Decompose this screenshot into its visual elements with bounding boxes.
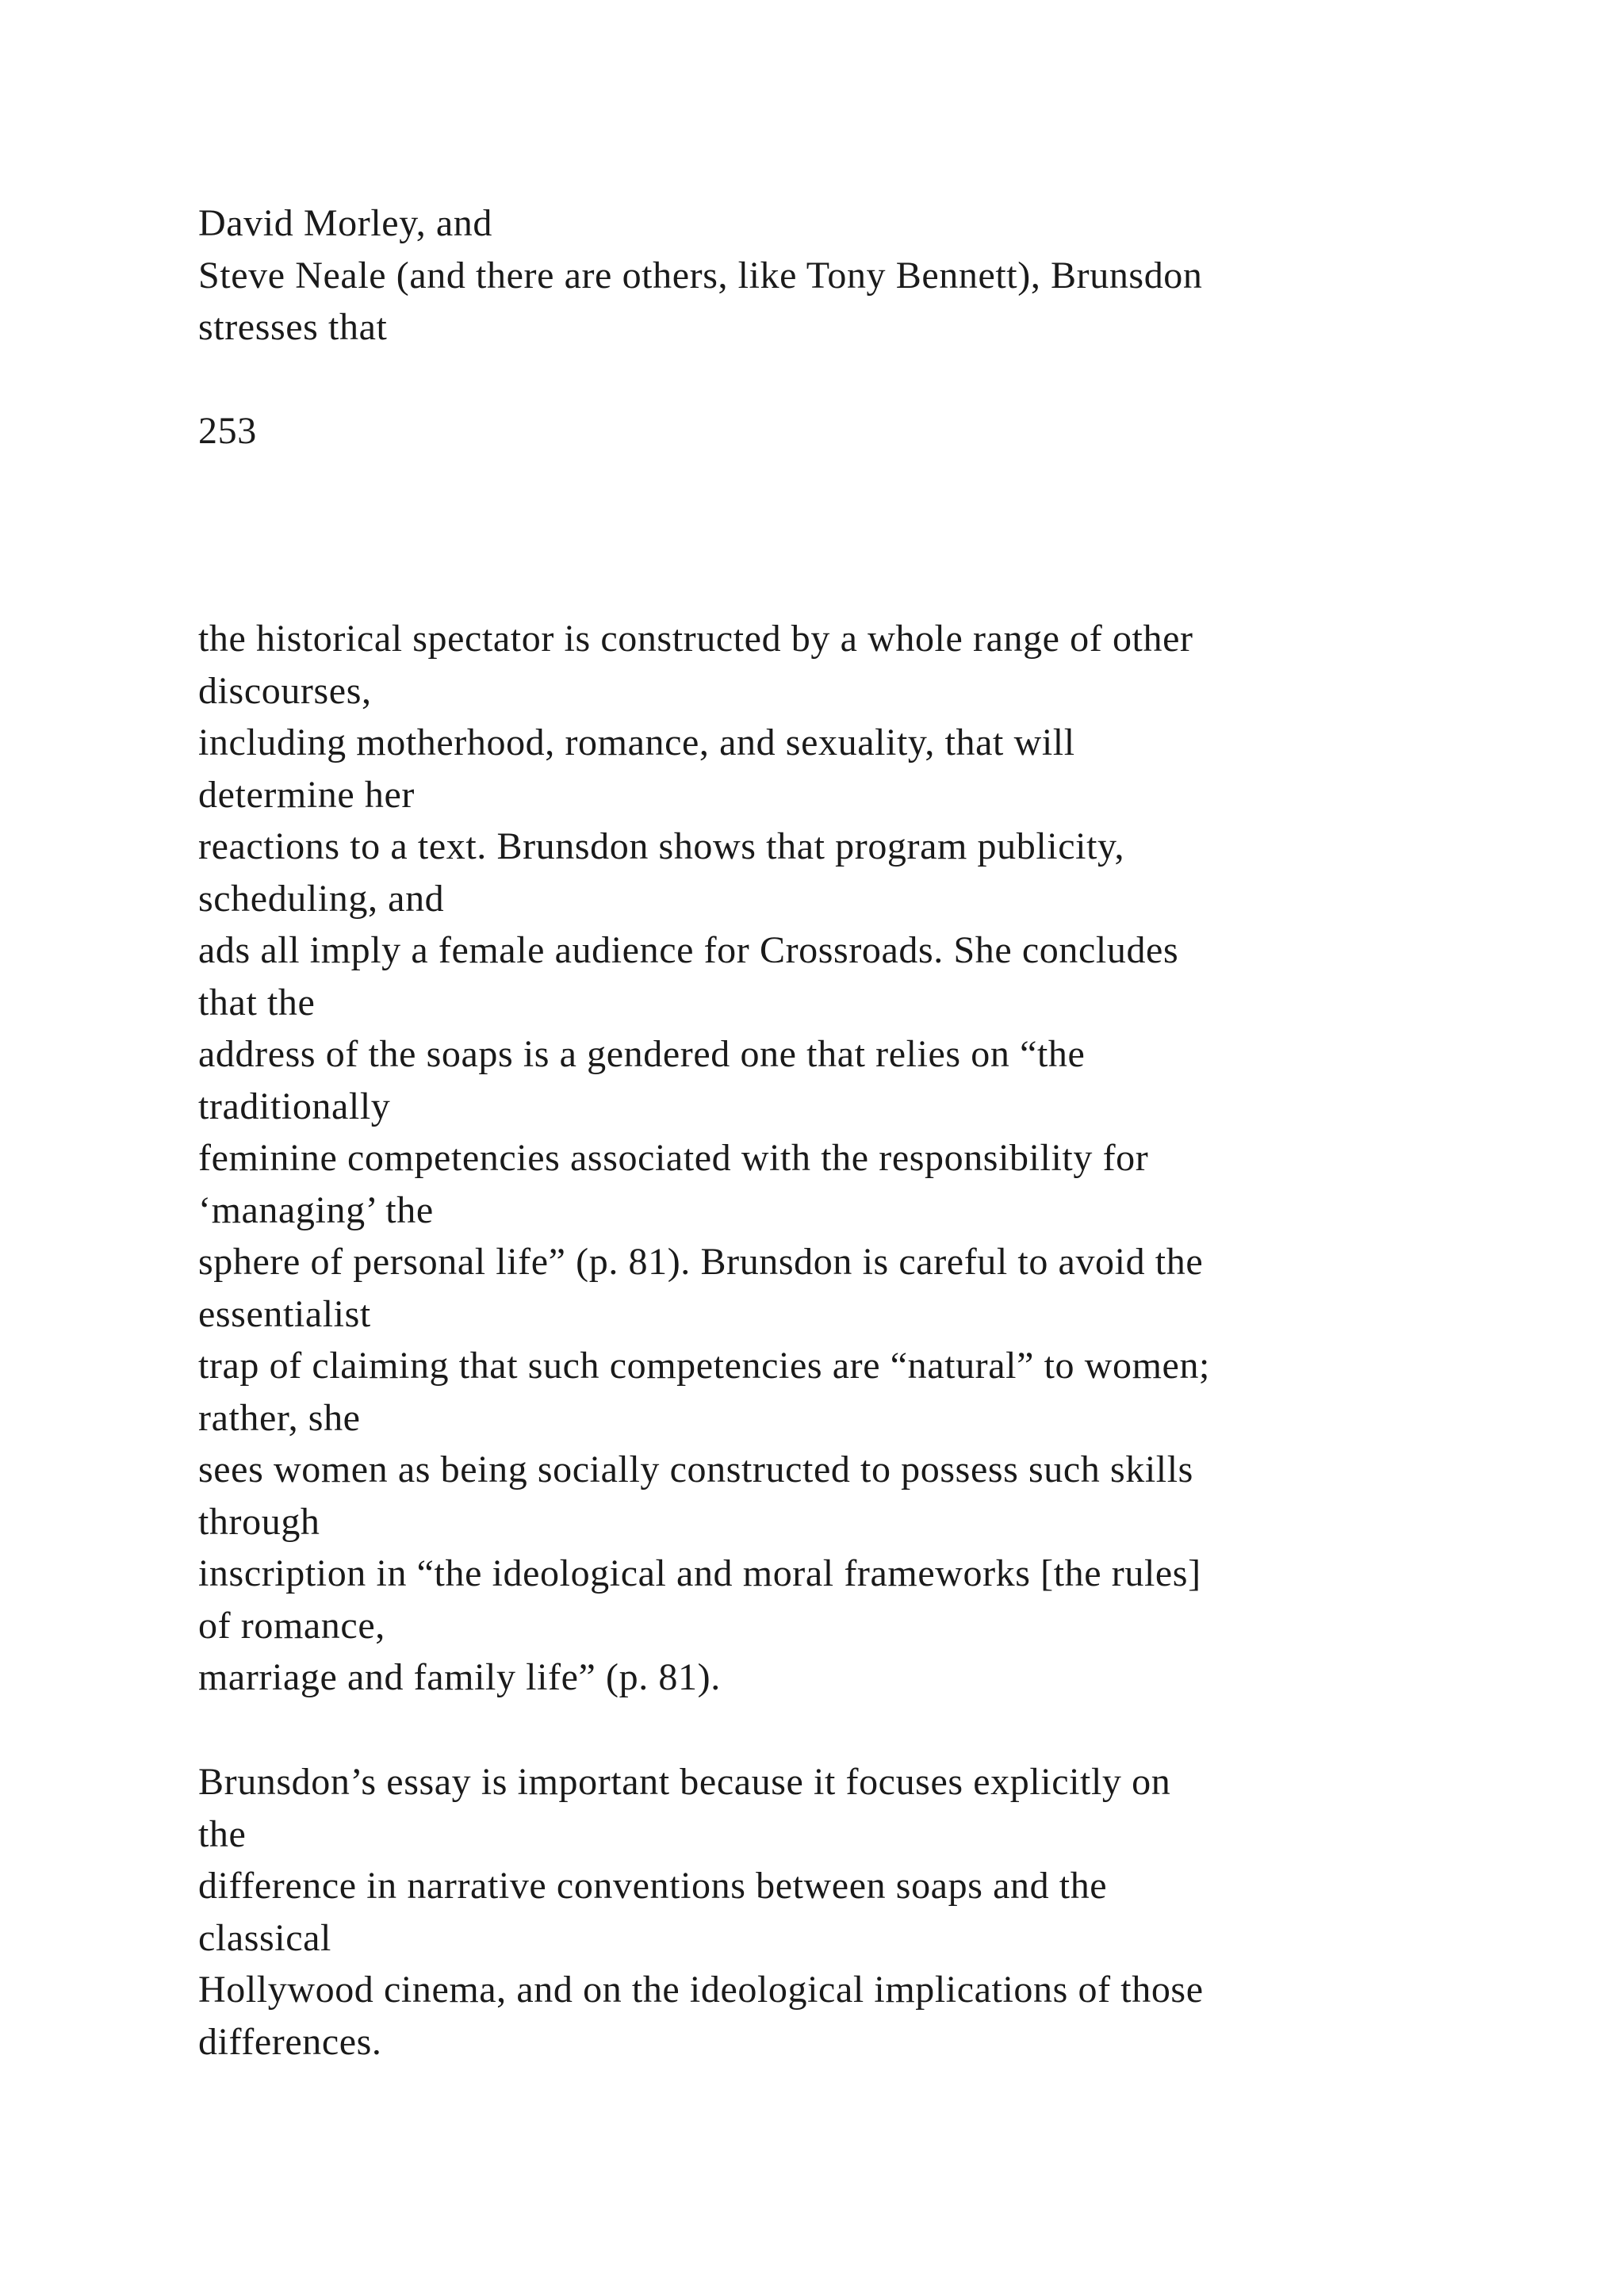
paragraph-1 [198,613,1546,1704]
text-line: through [198,1500,320,1543]
page-number: 253 [198,410,257,452]
top-text-block [198,197,1546,354]
text-line: traditionally [198,1085,391,1127]
text-line: including motherhood, romance, and sexuality, that will [198,721,1075,763]
text-line: the historical spectator is constructed by a whole range of other [198,618,1193,660]
text-line: trap of claiming that such competencies are “natural” to women; [198,1345,1210,1387]
page-number-block [198,405,1546,457]
text-line: address of the soaps is a gendered one that relies on “the [198,1033,1086,1075]
text-line: differences. [198,2020,382,2063]
text-line: difference in narrative conventions between soaps and the [198,1865,1108,1907]
text-line: feminine competencies associated with the responsibility for [198,1137,1149,1179]
text-line: the [198,1812,247,1855]
text-line: of romance, [198,1604,385,1647]
text-line: scheduling, and [198,877,445,920]
text-line: marriage and family life” (p. 81). [198,1656,721,1698]
paragraph-2 [198,1756,1546,2068]
text-line: David Morley, and [198,202,492,244]
text-line: ads all imply a female audience for Crossroads. She concludes [198,929,1179,971]
text-line: Hollywood cinema, and on the ideological implications of those [198,1969,1204,2011]
text-line: reactions to a text. Brunsdon shows that program publicity, [198,825,1125,867]
text-line: classical [198,1916,331,1959]
text-line: inscription in “the ideological and moral frameworks [the rules] [198,1552,1201,1594]
text-line: determine her [198,773,415,816]
text-line: Brunsdon’s essay is important because it focuses explicitly on [198,1761,1171,1803]
text-line: that the [198,981,316,1024]
text-line: rather, she [198,1396,361,1439]
text-line: sees women as being socially constructed to possess such skills [198,1448,1193,1490]
text-line: discourses, [198,669,372,712]
text-line: ‘managing’ the [198,1188,434,1231]
text-line: essentialist [198,1292,371,1335]
text-line: Steve Neale (and there are others, like Tony Bennett), Brunsdon [198,254,1203,297]
text-line: stresses that [198,306,388,348]
text-line: sphere of personal life” (p. 81). Brunsdon is careful to avoid the [198,1241,1204,1283]
